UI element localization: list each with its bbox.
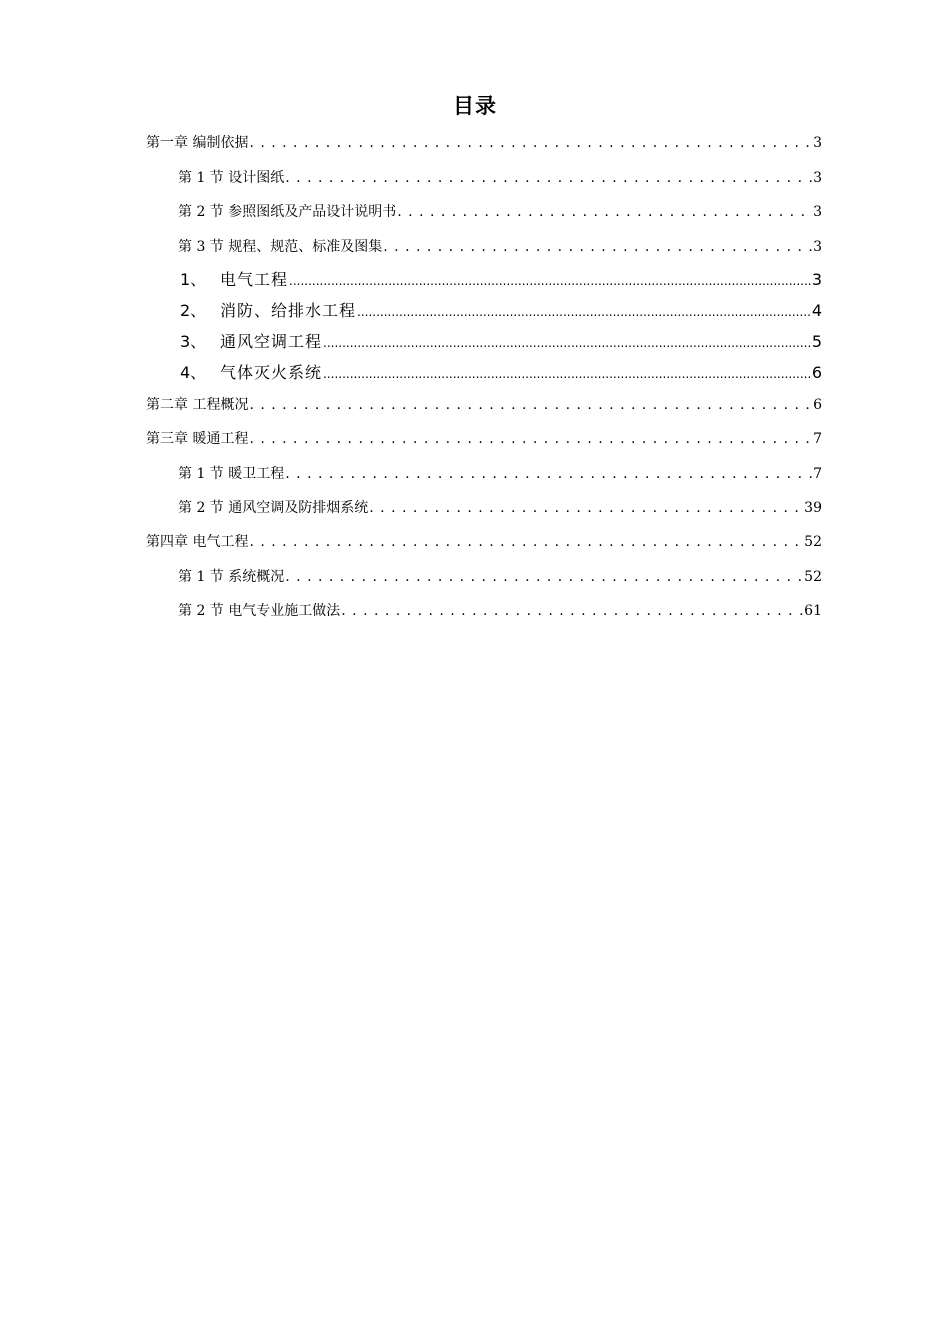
dot-leader xyxy=(249,133,812,153)
toc-entry-number: 2、 xyxy=(180,301,207,320)
dot-leader xyxy=(341,601,803,621)
toc-entry-label: 第 2 节 通风空调及防排烟系统 xyxy=(178,500,369,516)
dot-leader xyxy=(285,567,803,587)
toc-entry-page: 4 xyxy=(811,301,822,320)
toc-entry-item-3[interactable] xyxy=(180,331,822,354)
toc-entry-label: 第三章 暖通工程 xyxy=(146,431,249,447)
toc-entry-page: 3 xyxy=(813,170,822,186)
toc-entry-item-2[interactable] xyxy=(180,300,822,323)
toc-entry-chapter-3[interactable] xyxy=(146,429,822,449)
toc-entry-number: 4、 xyxy=(180,363,207,382)
toc-entry-label xyxy=(180,331,322,353)
toc-entry-page: 61 xyxy=(804,603,822,619)
dot-leader xyxy=(397,202,812,222)
toc-entry-label xyxy=(180,362,322,384)
toc-entry-page: 3 xyxy=(811,270,822,289)
dot-leader xyxy=(289,270,811,292)
toc-entry-page: 7 xyxy=(813,466,822,482)
toc-entry-label xyxy=(180,300,356,322)
toc-entry-section-1-3[interactable] xyxy=(178,237,822,257)
dot-leader xyxy=(357,301,811,323)
toc-entry-item-4[interactable] xyxy=(180,362,822,385)
toc-entry-label: 第 1 节 设计图纸 xyxy=(178,170,285,186)
toc-entry-page: 6 xyxy=(813,397,822,413)
toc-entry-page: 5 xyxy=(811,332,822,351)
dot-leader xyxy=(323,363,811,385)
toc-entry-item-1[interactable] xyxy=(180,269,822,292)
toc-entry-page: 39 xyxy=(804,500,822,516)
dot-leader xyxy=(249,395,812,415)
toc-entry-label: 第 1 节 系统概况 xyxy=(178,569,285,585)
dot-leader xyxy=(323,332,811,354)
toc-entry-section-4-2[interactable] xyxy=(178,601,822,621)
toc-entry-label: 第四章 电气工程 xyxy=(146,534,249,550)
dot-leader xyxy=(383,237,812,257)
toc-entry-label xyxy=(180,269,288,291)
toc-entry-number: 1、 xyxy=(180,270,207,289)
toc-entry-page: 6 xyxy=(811,363,822,382)
toc-entry-label: 第 2 节 电气专业施工做法 xyxy=(178,603,341,619)
toc-entry-page: 52 xyxy=(804,569,822,585)
toc-entry-page: 3 xyxy=(813,239,822,255)
dot-leader xyxy=(285,464,812,484)
toc-entry-section-1-2[interactable] xyxy=(178,202,822,222)
toc-entry-label: 第二章 工程概况 xyxy=(146,397,249,413)
toc-entry-label: 第一章 编制依据 xyxy=(146,135,249,151)
dot-leader xyxy=(249,532,803,552)
toc-entry-section-3-2[interactable] xyxy=(178,498,822,518)
toc-entry-section-4-1[interactable] xyxy=(178,567,822,587)
toc-entry-page: 3 xyxy=(813,135,822,151)
toc-entry-text: 消防、给排水工程 xyxy=(220,301,357,320)
toc-entry-page: 7 xyxy=(813,431,822,447)
toc-title: 目录 xyxy=(453,94,497,118)
dot-leader xyxy=(285,168,812,188)
toc-entry-number: 3、 xyxy=(180,332,207,351)
toc-entry-page: 52 xyxy=(804,534,822,550)
toc-entry-chapter-1[interactable] xyxy=(146,133,822,153)
toc-entry-chapter-2[interactable] xyxy=(146,395,822,415)
toc-entry-label: 第 3 节 规程、规范、标准及图集 xyxy=(178,239,383,255)
toc-entry-text: 电气工程 xyxy=(220,270,289,289)
toc-entry-page: 3 xyxy=(813,204,822,220)
toc-entry-section-1-1[interactable] xyxy=(178,168,822,188)
toc-entry-text: 通风空调工程 xyxy=(220,332,323,351)
dot-leader xyxy=(249,429,812,449)
toc-entry-label: 第 2 节 参照图纸及产品设计说明书 xyxy=(178,204,397,220)
dot-leader xyxy=(369,498,803,518)
toc-entry-chapter-4[interactable] xyxy=(146,532,822,552)
toc-entry-section-3-1[interactable] xyxy=(178,464,822,484)
toc-entry-label: 第 1 节 暖卫工程 xyxy=(178,466,285,482)
toc-entry-text: 气体灭火系统 xyxy=(220,363,323,382)
